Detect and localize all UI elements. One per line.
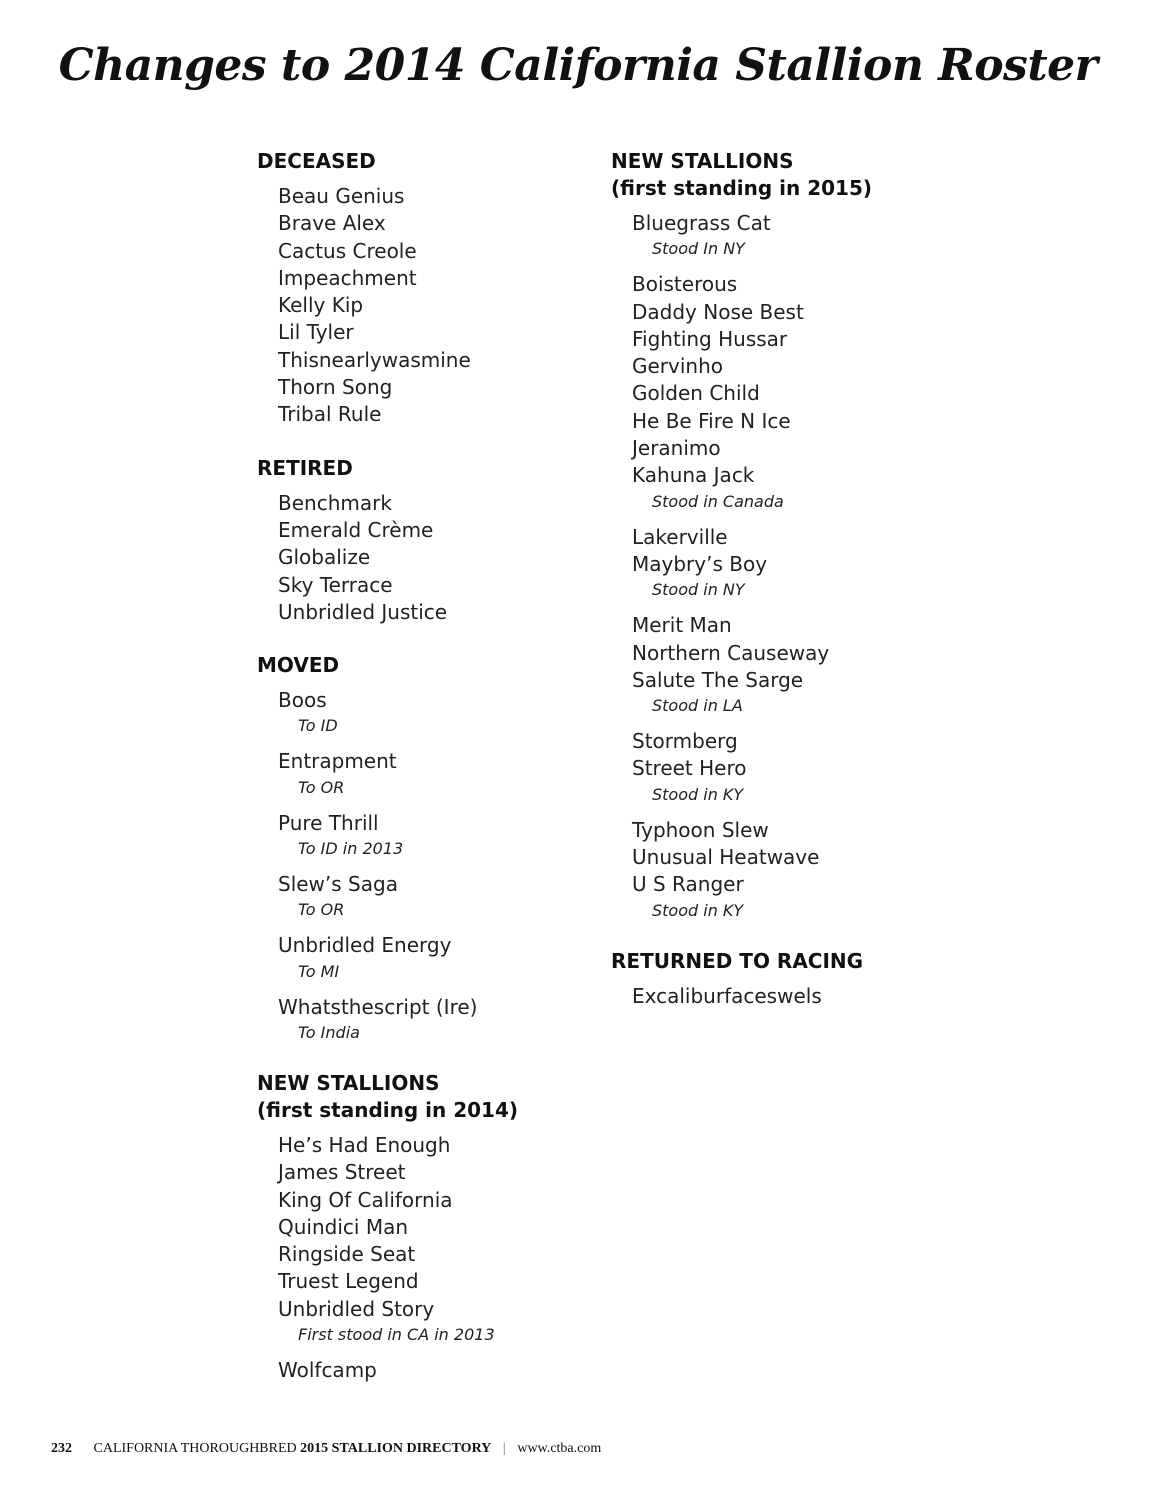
stallion-name: Truest Legend (278, 1269, 419, 1294)
section-heading-title: MOVED (257, 653, 340, 678)
stallion-name: Lil Tyler (278, 320, 354, 345)
section-retired (257, 455, 518, 626)
stallion-name: Stormberg (632, 729, 738, 754)
stallion-note: Stood in KY (652, 784, 744, 804)
section-heading-title: NEW STALLIONS (611, 149, 794, 173)
page-footer (51, 1441, 601, 1457)
stallion-name: Fighting Hussar (632, 326, 788, 351)
stallion-name: Whatsthescript (Ire) (278, 994, 478, 1019)
section-heading-title: NEW STALLIONS (257, 1070, 440, 1095)
section-heading-subtitle: (first standing in 2015) (611, 176, 873, 200)
section-heading (257, 652, 518, 679)
stallion-list (257, 1132, 518, 1384)
stallion-name: Wolfcamp (278, 1358, 377, 1383)
stallion-name: Cactus Creole (278, 238, 417, 263)
stallion-note: Stood In NY (652, 239, 745, 259)
stallion-name: Daddy Nose Best (632, 299, 804, 324)
stallion-note: Stood in LA (652, 696, 743, 716)
stallion-name: Bluegrass Cat (632, 211, 771, 235)
section-heading-title: DECEASED (257, 149, 376, 173)
stallion-note: To India (298, 1022, 360, 1042)
page-title: Changes to 2014 California Stallion Roster (58, 40, 1098, 91)
stallion-name: He’s Had Enough (278, 1132, 451, 1157)
left-column (257, 148, 518, 1384)
section-heading (611, 948, 872, 975)
section-heading (611, 148, 872, 202)
stallion-note: To MI (298, 961, 340, 981)
stallion-name: Unusual Heatwave (632, 845, 820, 870)
section-heading-title: RETURNED TO RACING (611, 948, 864, 973)
stallion-name: Kelly Kip (278, 293, 364, 318)
stallion-name: Kahuna Jack (632, 463, 755, 488)
section-deceased (257, 148, 518, 429)
stallion-list (257, 490, 518, 626)
stallion-note: Stood in NY (652, 580, 745, 600)
stallion-name: Globalize (278, 545, 371, 570)
section-returned-to-racing (611, 948, 872, 1010)
stallion-list (257, 183, 518, 429)
stallion-name: Benchmark (278, 490, 392, 515)
stallion-list (611, 983, 872, 1010)
section-new-stallions-first-standing-in-2014 (257, 1070, 518, 1384)
stallion-name: Brave Alex (278, 211, 386, 236)
stallion-name: Merit Man (632, 613, 732, 638)
stallion-name: Impeachment (278, 265, 417, 290)
stallion-name: U S Ranger (632, 872, 744, 897)
stallion-name: Thorn Song (278, 375, 393, 400)
stallion-name: Typhoon Slew (632, 817, 769, 842)
stallion-name: Gervinho (632, 354, 724, 379)
stallion-name: He Be Fire N Ice (632, 408, 791, 433)
section-heading (257, 455, 518, 482)
stallion-name: Sky Terrace (278, 572, 393, 597)
stallion-name: King Of California (278, 1187, 453, 1212)
section-moved (257, 652, 518, 1044)
stallion-name: Unbridled Justice (278, 599, 448, 624)
stallion-name: Lakerville (632, 524, 728, 549)
stallion-name: Salute The Sarge (632, 667, 804, 692)
stallion-name: Entrapment (278, 749, 397, 774)
stallion-name: Unbridled Story (278, 1296, 435, 1321)
stallion-name: Excaliburfaceswels (632, 983, 822, 1008)
stallion-note: First stood in CA in 2013 (298, 1325, 495, 1345)
stallion-name: James Street (278, 1160, 406, 1185)
stallion-name: Slew’s Saga (278, 872, 398, 897)
stallion-list (611, 210, 872, 922)
website-link[interactable]: www.ctba.com (517, 1441, 602, 1456)
directory-name: 2015 STALLION DIRECTORY (300, 1441, 492, 1456)
stallion-list (257, 687, 518, 1044)
stallion-name: Street Hero (632, 756, 747, 781)
right-column (611, 148, 872, 1010)
stallion-note: To ID (298, 716, 338, 736)
stallion-note: Stood in KY (652, 900, 744, 920)
stallion-name: Tribal Rule (278, 402, 382, 427)
footer-separator: | (502, 1441, 506, 1456)
page-number: 232 (51, 1441, 72, 1456)
stallion-name: Quindici Man (278, 1214, 408, 1239)
stallion-name: Golden Child (632, 381, 760, 406)
stallion-name: Jeranimo (632, 436, 721, 461)
stallion-name: Thisnearlywasmine (278, 347, 471, 372)
section-heading (257, 1070, 518, 1124)
stallion-name: Unbridled Energy (278, 933, 452, 958)
section-heading-subtitle: (first standing in 2014) (257, 1097, 519, 1122)
stallion-name: Ringside Seat (278, 1242, 416, 1267)
publication-name: CALIFORNIA THOROUGHBRED (93, 1441, 297, 1456)
section-heading-title: RETIRED (257, 455, 353, 480)
stallion-name: Emerald Crème (278, 517, 434, 542)
section-new-stallions-first-standing-in-2015 (611, 148, 872, 922)
stallion-name: Beau Genius (278, 184, 405, 208)
stallion-note: To OR (298, 777, 345, 797)
section-heading (257, 148, 518, 175)
stallion-name: Pure Thrill (278, 810, 379, 835)
stallion-name: Boos (278, 688, 327, 713)
stallion-name: Maybry’s Boy (632, 551, 768, 576)
stallion-note: Stood in Canada (652, 491, 784, 511)
stallion-name: Boisterous (632, 272, 738, 297)
stallion-note: To ID in 2013 (298, 839, 404, 859)
stallion-name: Northern Causeway (632, 640, 830, 665)
stallion-note: To OR (298, 900, 345, 920)
